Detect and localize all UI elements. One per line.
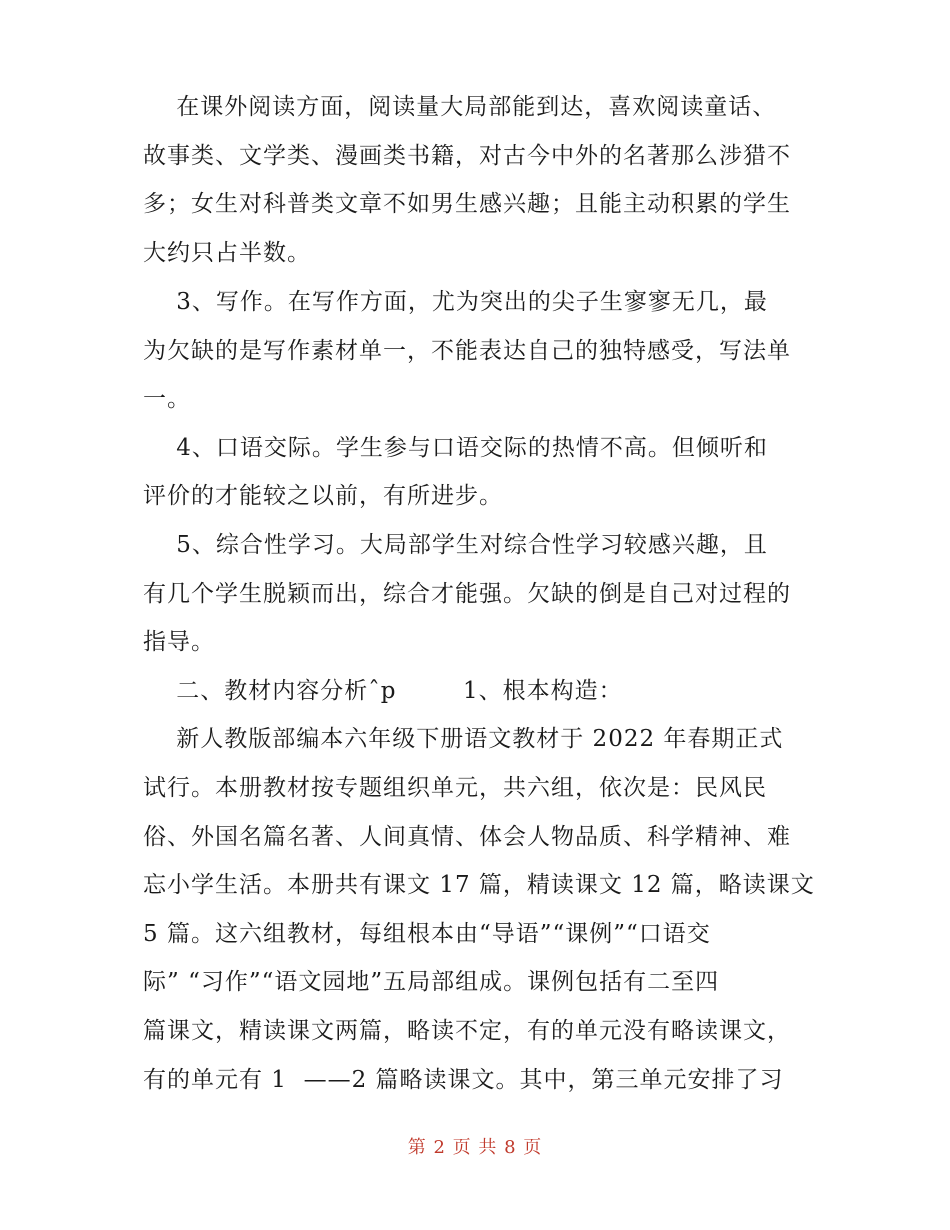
text-line: 故事类、文学类、漫画类书籍，对古今中外的名著那么涉猎不 <box>143 143 791 169</box>
text-line: 3、写作。在写作方面，尤为突出的尖子生寥寥无几，最 <box>143 289 768 315</box>
text-line: 有几个学生脱颖而出，综合才能强。欠缺的倒是自己对过程的 <box>143 581 791 607</box>
page-number-footer: 第 2 页 共 8 页 <box>407 1137 543 1158</box>
text-line: 忘小学生活。本册共有课文 17 篇，精读课文 12 篇，略读课文 <box>143 872 815 898</box>
section-heading: 二、教材内容分析ˆp 1、根本构造： <box>143 678 623 704</box>
text-line: 指导。 <box>143 629 215 655</box>
text-line: 际” “习作”“语文园地”五局部组成。课例包括有二至四 <box>143 969 720 995</box>
text-line: 5 篇。这六组教材，每组根本由“导语”“课例”“口语交 <box>143 921 711 947</box>
text-line: 为欠缺的是写作素材单一，不能表达自己的独特感受，写法单 <box>143 338 791 364</box>
text-line: 大约只占半数。 <box>143 240 311 266</box>
text-line: 5、综合性学习。大局部学生对综合性学习较感兴趣，且 <box>143 532 768 558</box>
text-line: 评价的才能较之以前，有所进步。 <box>143 483 503 509</box>
text-line: 多；女生对科普类文章不如男生感兴趣；且能主动积累的学生 <box>143 191 791 217</box>
text-line: 有的单元有 1 ——2 篇略读课文。其中，第三单元安排了习 <box>143 1067 784 1093</box>
text-line: 4、口语交际。学生参与口语交际的热情不高。但倾听和 <box>143 435 768 461</box>
text-line: 在课外阅读方面，阅读量大局部能到达，喜欢阅读童话、 <box>143 94 777 120</box>
text-line: 篇课文，精读课文两篇，略读不定，有的单元没有略读课文， <box>143 1018 791 1044</box>
text-line: 俗、外国名篇名著、人间真情、体会人物品质、科学精神、难 <box>143 824 791 850</box>
text-line: 新人教版部编本六年级下册语文教材于 2022 年春期正式 <box>143 726 784 752</box>
text-line: 试行。本册教材按专题组织单元，共六组，依次是：民风民 <box>143 775 767 801</box>
text-line: 一。 <box>143 386 191 412</box>
